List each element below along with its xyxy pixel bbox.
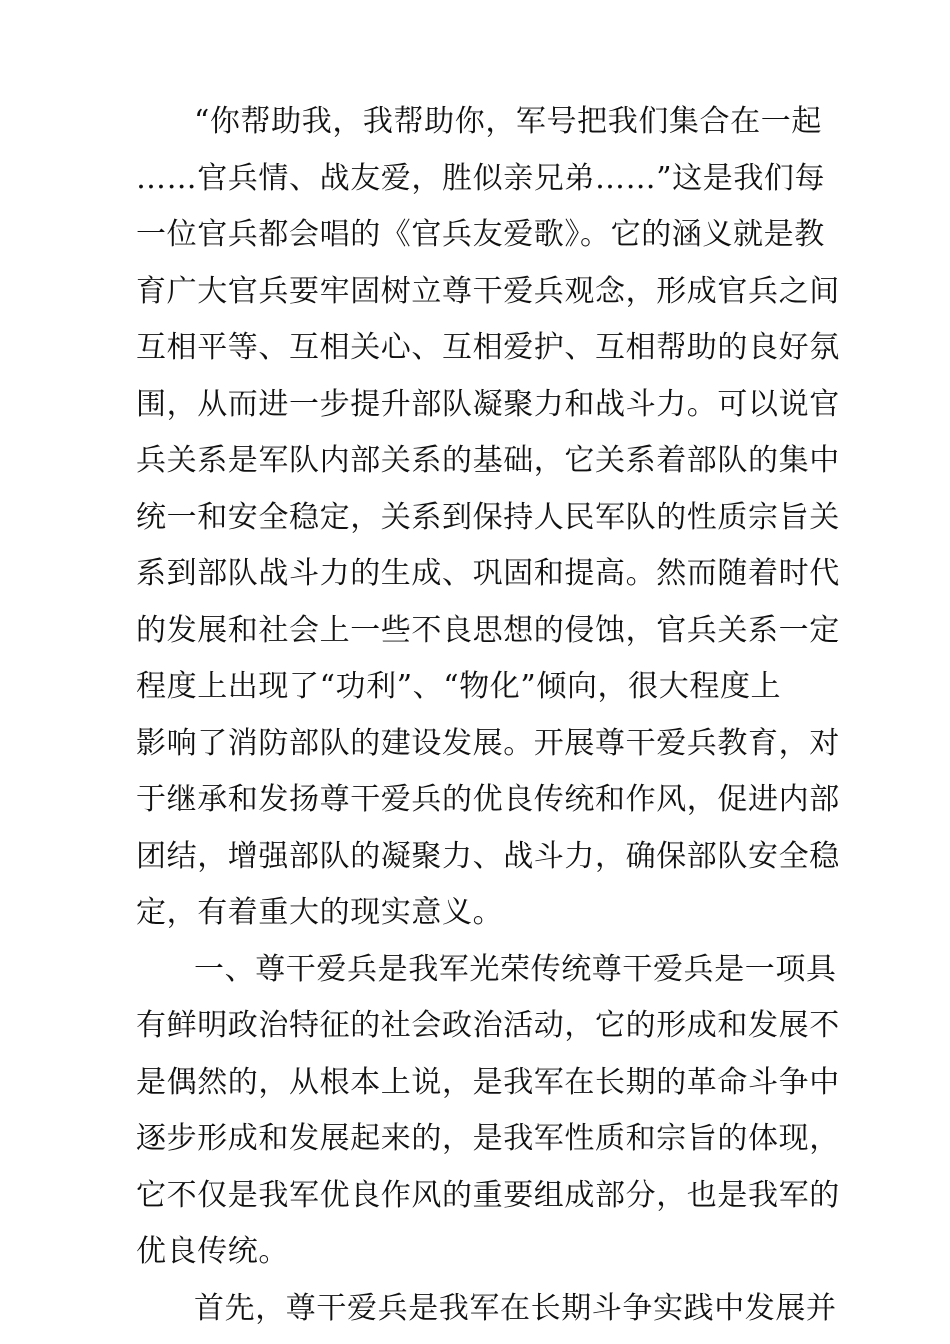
- paragraph-1-line-6: 围，从而进一步提升部队凝聚力和战斗力。可以说官: [136, 386, 840, 422]
- body-text: [136, 94, 840, 1337]
- paragraph-1-line-3: 一位官兵都会唱的《官兵友爱歌》。它的涵义就是教: [136, 217, 825, 252]
- paragraph-1-line-5: 互相平等、互相关心、互相爱护、互相帮助的良好氛: [136, 330, 840, 365]
- paragraph-1-line-2: ……官兵情、战友爱，胜似亲兄弟……”这是我们每: [136, 160, 826, 196]
- paragraph-1-line-9: 系到部队战斗力的生成、巩固和提高。然而随着时代: [136, 556, 840, 591]
- paragraph-2-line-6: 优良传统。: [136, 1234, 289, 1269]
- paragraph-1-line-13: 于继承和发扬尊干爱兵的优良传统和作风，促进内部: [136, 782, 840, 817]
- paragraph-1-line-10: 的发展和社会上一些不良思想的侵蚀，官兵关系一定: [136, 612, 840, 648]
- paragraph-2-line-2: 有鲜明政治特征的社会政治活动，它的形成和发展不: [136, 1008, 840, 1043]
- paragraph-1-line-15: 定，有着重大的现实意义。: [136, 895, 504, 930]
- paragraph-2-line-4: 逐步形成和发展起来的，是我军性质和宗旨的体现，: [136, 1121, 840, 1156]
- paragraph-1-line-11: 程度上出现了“功利”、“物化”倾向，很大程度上: [136, 669, 782, 704]
- paragraph-1-line-4: 育广大官兵要牢固树立尊干爱兵观念，形成官兵之间: [136, 273, 840, 309]
- paragraph-1-line-14: 团结，增强部队的凝聚力、战斗力，确保部队安全稳: [136, 838, 840, 874]
- paragraph-2-line-1: 一、尊干爱兵是我军光荣传统尊干爱兵是一项具: [194, 951, 837, 987]
- paragraph-1-line-12: 影响了消防部队的建设发展。开展尊干爱兵教育，对: [136, 725, 840, 761]
- paragraph-1-line-7: 兵关系是军队内部关系的基础，它关系着部队的集中: [136, 443, 840, 478]
- paragraph-1-line-1: “你帮助我，我帮助你，军号把我们集合在一起: [194, 104, 822, 139]
- paragraph-1-line-8: 统一和安全稳定，关系到保持人民军队的性质宗旨关: [136, 499, 840, 535]
- paragraph-2-line-3: 是偶然的，从根本上说，是我军在长期的革命斗争中: [136, 1064, 840, 1100]
- paragraph-2-line-5: 它不仅是我军优良作风的重要组成部分，也是我军的: [136, 1177, 840, 1213]
- paragraph-3-line-1: 首先，尊干爱兵是我军在长期斗争实践中发展并: [194, 1290, 837, 1326]
